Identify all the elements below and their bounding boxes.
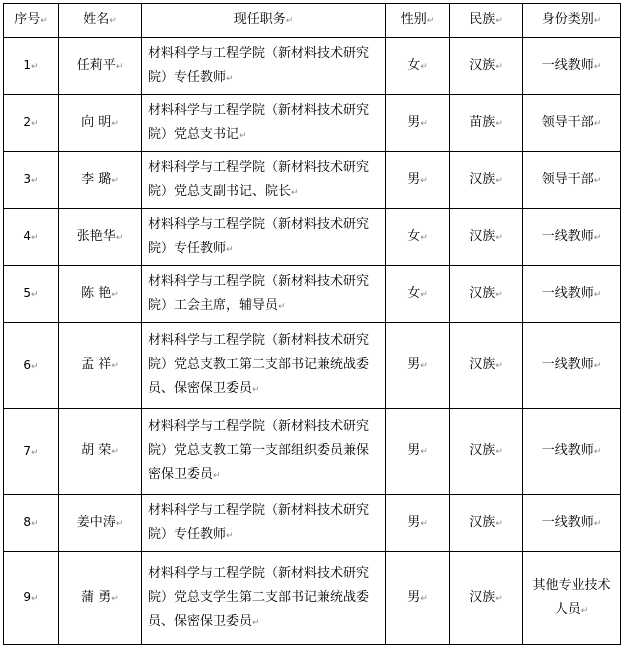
cell-category: 一线教师↵	[523, 209, 621, 266]
table-row	[4, 95, 621, 152]
cell-name: 李 璐↵	[59, 152, 142, 209]
cell-position: 材料科学与工程学院（新材料技术研究院）专任教师↵	[142, 38, 386, 95]
table-row	[4, 495, 621, 552]
cell-position: 材料科学与工程学院（新材料技术研究院）专任教师↵	[142, 495, 386, 552]
cell-gender: 男↵	[386, 95, 450, 152]
cell-name: 胡 荣↵	[59, 409, 142, 495]
table-row	[4, 323, 621, 409]
cell-gender: 男↵	[386, 152, 450, 209]
cell-category: 一线教师↵	[523, 323, 621, 409]
personnel-table	[3, 3, 621, 645]
cell-name: 任莉平↵	[59, 38, 142, 95]
cell-position: 材料科学与工程学院（新材料技术研究院）党总支书记↵	[142, 95, 386, 152]
cell-category: 领导干部↵	[523, 152, 621, 209]
cell-gender: 女↵	[386, 38, 450, 95]
cell-name: 向 明↵	[59, 95, 142, 152]
cell-gender: 男↵	[386, 323, 450, 409]
cell-category: 一线教师↵	[523, 266, 621, 323]
cell-gender: 女↵	[386, 266, 450, 323]
cell-ethnicity: 汉族↵	[450, 495, 523, 552]
cell-ethnicity: 汉族↵	[450, 38, 523, 95]
cell-seq: 7↵	[4, 409, 59, 495]
table-row	[4, 409, 621, 495]
cell-name: 蒲 勇↵	[59, 552, 142, 645]
cell-name: 姜中涛↵	[59, 495, 142, 552]
cell-name: 孟 祥↵	[59, 323, 142, 409]
cell-position: 材料科学与工程学院（新材料技术研究院）党总支教工第一支部组织委员兼保密保卫委员↵	[142, 409, 386, 495]
cell-seq: 9↵	[4, 552, 59, 645]
cell-gender: 男↵	[386, 552, 450, 645]
cell-category: 一线教师↵	[523, 38, 621, 95]
header-position: 现任职务↵	[142, 4, 386, 38]
header-category: 身份类别↵	[523, 4, 621, 38]
cell-category: 其他专业技术人员↵	[523, 552, 621, 645]
cell-name: 张艳华↵	[59, 209, 142, 266]
table-row	[4, 152, 621, 209]
cell-position: 材料科学与工程学院（新材料技术研究院）党总支教工第二支部书记兼统战委员、保密保卫委员↵	[142, 323, 386, 409]
table-row	[4, 209, 621, 266]
cell-seq: 4↵	[4, 209, 59, 266]
table-row	[4, 552, 621, 645]
cell-seq: 8↵	[4, 495, 59, 552]
cell-ethnicity: 汉族↵	[450, 266, 523, 323]
table-row	[4, 38, 621, 95]
cell-gender: 男↵	[386, 409, 450, 495]
cell-name: 陈 艳↵	[59, 266, 142, 323]
cell-ethnicity: 汉族↵	[450, 152, 523, 209]
cell-gender: 男↵	[386, 495, 450, 552]
cell-seq: 6↵	[4, 323, 59, 409]
cell-gender: 女↵	[386, 209, 450, 266]
cell-ethnicity: 汉族↵	[450, 409, 523, 495]
header-row	[4, 4, 621, 38]
cell-ethnicity: 苗族↵	[450, 95, 523, 152]
cell-ethnicity: 汉族↵	[450, 209, 523, 266]
cell-seq: 2↵	[4, 95, 59, 152]
cell-seq: 5↵	[4, 266, 59, 323]
header-ethnicity: 民族↵	[450, 4, 523, 38]
cell-seq: 1↵	[4, 38, 59, 95]
cell-ethnicity: 汉族↵	[450, 323, 523, 409]
cell-category: 一线教师↵	[523, 409, 621, 495]
cell-category: 领导干部↵	[523, 95, 621, 152]
cell-position: 材料科学与工程学院（新材料技术研究院）党总支学生第二支部书记兼统战委员、保密保卫委员↵	[142, 552, 386, 645]
cell-position: 材料科学与工程学院（新材料技术研究院）党总支副书记、院长↵	[142, 152, 386, 209]
cell-category: 一线教师↵	[523, 495, 621, 552]
cell-seq: 3↵	[4, 152, 59, 209]
header-name: 姓名↵	[59, 4, 142, 38]
cell-position: 材料科学与工程学院（新材料技术研究院）工会主席，辅导员↵	[142, 266, 386, 323]
table-row	[4, 266, 621, 323]
cell-position: 材料科学与工程学院（新材料技术研究院）专任教师↵	[142, 209, 386, 266]
header-seq: 序号↵	[4, 4, 59, 38]
header-gender: 性别↵	[386, 4, 450, 38]
cell-ethnicity: 汉族↵	[450, 552, 523, 645]
